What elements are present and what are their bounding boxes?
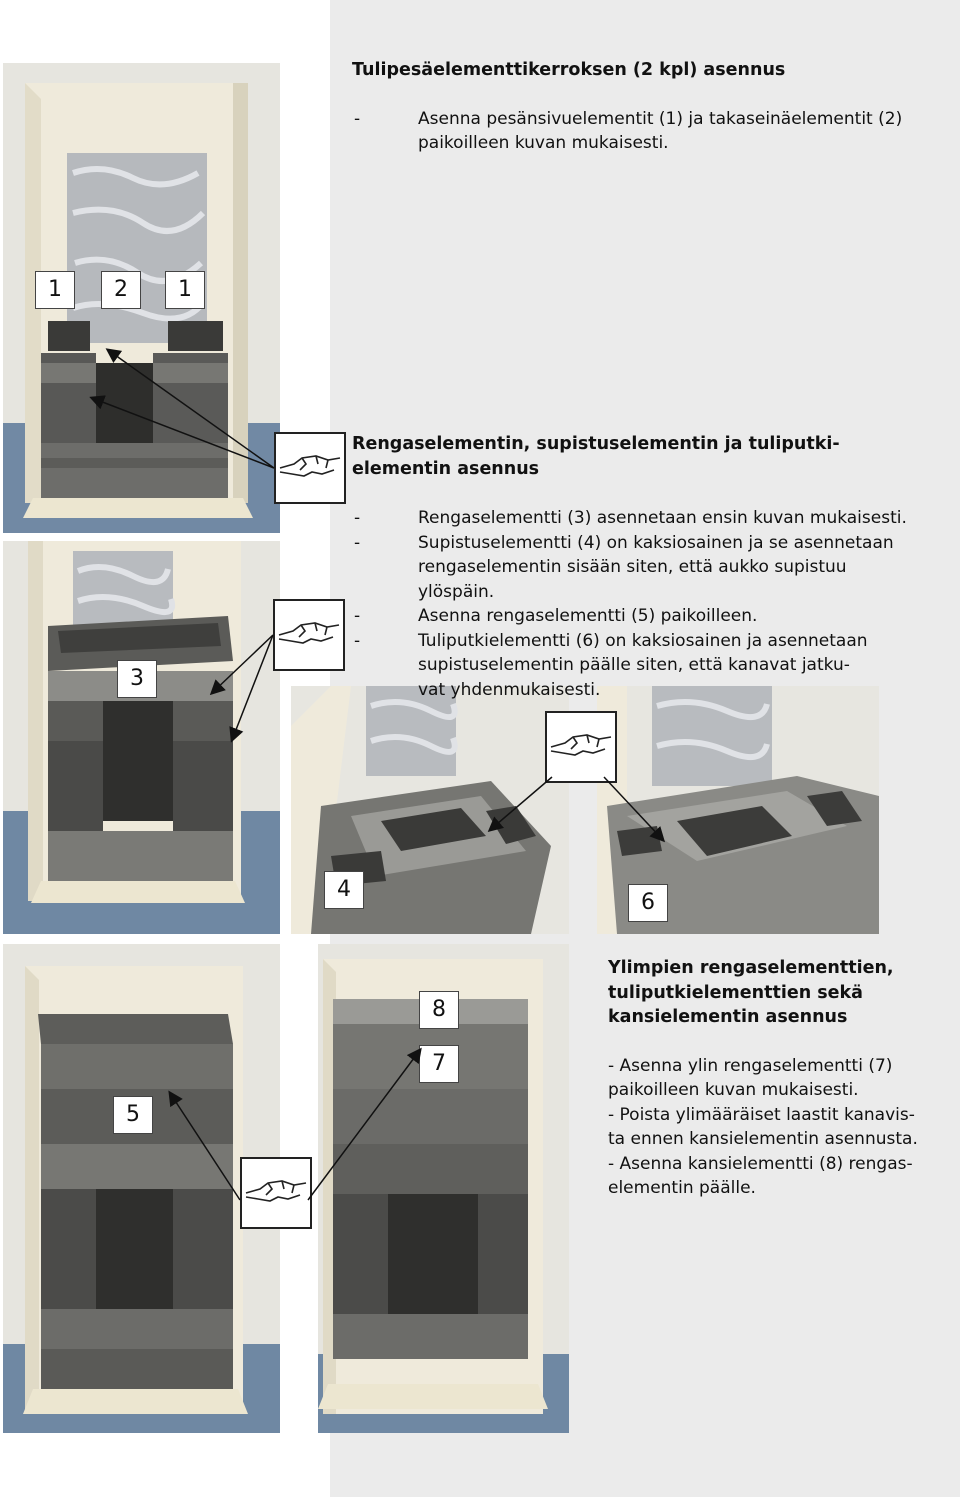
number-label-2: 2 [101, 271, 141, 309]
pointing-hand-icon [274, 432, 346, 504]
instruction-text: - Asenna ylin rengaselementti (7) paikoilleen kuvan mukaisesti. [608, 1055, 893, 1100]
section-heading: Rengaselementin, supistuselementin ja tuliputki- elementin asennus [352, 434, 840, 479]
instruction-text: Rengaselementti (3) asennetaan ensin kuvan mukaisesti. [418, 508, 907, 528]
instruction-text: Supistuselementti (4) on kaksiosainen ja se asennetaan rengaselementin sisään siten, että aukko supistuu ylöspäin. [418, 532, 894, 602]
instruction-item: - Asenna rengaselementti (5) paikoilleen. [352, 604, 912, 629]
number-label-1-left: 1 [35, 271, 75, 309]
section-ring-reducer-instructions [352, 432, 912, 702]
photo-ring-element [3, 541, 280, 934]
instruction-text: - Poista ylimääräiset laastit kanavis- ta ennen kansielementin asennusta. [608, 1104, 918, 1149]
number-label-6: 6 [628, 884, 668, 922]
number-label-3: 3 [117, 660, 157, 698]
section-firebox-instructions [352, 58, 942, 156]
number-label-1-right: 1 [165, 271, 205, 309]
section-heading: Ylimpien rengaselementtien, tuliputkielementtien sekä kansielementin asennus [608, 958, 894, 1027]
pointing-hand-icon [240, 1157, 312, 1229]
number-label-4: 4 [324, 871, 364, 909]
number-label-8: 8 [419, 991, 459, 1029]
section-top-cover-instructions [608, 956, 948, 1201]
instruction-text: Asenna rengaselementti (5) paikoilleen. [418, 606, 758, 626]
number-label-5: 5 [113, 1096, 153, 1134]
instruction-text: - Asenna kansielementti (8) rengas- elementin päälle. [608, 1153, 913, 1198]
instruction-text: Tuliputkielementti (6) on kaksiosainen ja asennetaan supistuselementin päälle siten, että kanavat jatku- vat yhdenmukaisesti. [418, 630, 868, 700]
number-label-7: 7 [419, 1045, 459, 1083]
instruction-text: Asenna pesänsivuelementit (1) ja takaseinäelementit (2) paikoilleen kuvan mukaisesti. [418, 108, 903, 153]
instruction-item: - Asenna pesänsivuelementit (1) ja takaseinäelementit (2) paikoilleen kuvan mukaisesti. [352, 107, 942, 156]
photo-upper-ring-element [3, 944, 280, 1433]
section-heading: Tulipesäelementtikerroksen (2 kpl) asennus [352, 60, 786, 80]
pointing-hand-icon [545, 711, 617, 783]
instruction-item: - Tuliputkielementti (6) on kaksiosainen ja asennetaan supistuselementin päälle siten, että kanavat jatku- vat yhdenmukaisesti. [352, 629, 912, 703]
pointing-hand-icon [273, 599, 345, 671]
instruction-item: - Rengaselementti (3) asennetaan ensin kuvan mukaisesti. [352, 506, 912, 531]
instruction-item: - Supistuselementti (4) on kaksiosainen ja se asennetaan rengaselementin sisään siten, että aukko supistuu ylöspäin. [352, 531, 912, 605]
